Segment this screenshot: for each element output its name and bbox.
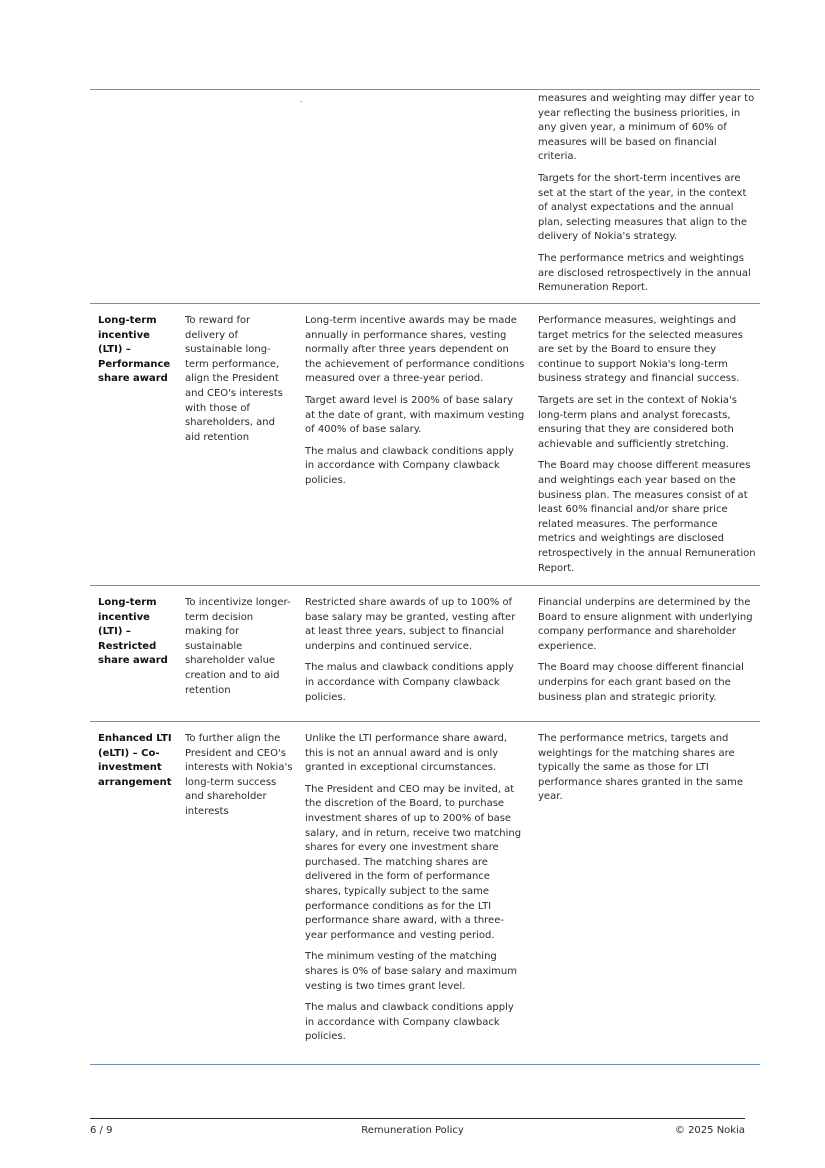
row-purpose: To further align the President and CEO's interests with Nokia's long-term success and shareholder interests [185, 733, 293, 817]
operation-paragraph: Target award level is 200% of base salary at the date of grant, with maximum vesting of 400% of base salary. [305, 394, 525, 436]
row-purpose: To reward for delivery of sustainable long-term performance, align the President and CEO's interests with those of shareholders, and aid retention [185, 315, 283, 443]
performance-paragraph: Financial underpins are determined by the Board to ensure alignment with underlying company performance and shareholder experience. [538, 597, 753, 652]
operation-paragraph: The President and CEO may be invited, at the discretion of the Board, to purchase investment shares of up to 200% of base salary, and in return, receive two matching shares for every one investment share purchased. The matching shares are delivered in the form of performance shares, typically subject to the same performance conditions as for the LTI performance share award, with a three-year performance and vesting period. [305, 783, 522, 941]
operation-paragraph: The minimum vesting of the matching shares is 0% of base salary and maximum vesting is two times grant level. [305, 951, 517, 992]
row-purpose: To incentivize longer-term decision making for sustainable shareholder value creation and to aid retention [185, 597, 291, 696]
row-heading: Long-term incentive (LTI) – Performance share award [98, 315, 171, 385]
performance-paragraph: Targets are set in the context of Nokia's long-term plans and analyst forecasts, ensuring that they are considered both achievable and sufficiently stretching. [538, 394, 737, 450]
page-number: 6 / 9 [90, 1125, 113, 1136]
performance-paragraph: The Board may choose different measures and weightings each year based on the business plan. The measures consist of at least 60% financial and/or share price related measures. The performance metrics and weightings are disclosed retrospectively in the annual Remuneration Report. [538, 460, 756, 574]
table-row-lti-restricted-share [90, 586, 760, 722]
operation-paragraph: Unlike the LTI performance share award, this is not an annual award and is only granted in exceptional circumstances. [305, 733, 508, 774]
table-row-lti-performance-share [90, 304, 760, 586]
operation-paragraph: Restricted share awards of up to 100% of base salary may be granted, vesting after at least three years, subject to financial underpins and continued service. [305, 597, 516, 652]
row-performance [532, 90, 760, 304]
table-row-enhanced-lti [90, 722, 760, 1065]
footer-copyright: © 2025 Nokia [674, 1125, 745, 1136]
footer-title: Remuneration Policy [361, 1125, 464, 1136]
performance-paragraph: Performance measures, weightings and target metrics for the selected measures are set by the Board to ensure they continue to support Nokia's long-term business strategy and financial success. [538, 315, 743, 385]
row-heading: Enhanced LTI (eLTI) – Co-investment arrangement [98, 733, 172, 788]
row-operation [299, 304, 532, 586]
row-heading: Long-term incentive (LTI) – Restricted share award [98, 597, 168, 667]
operation-paragraph: Long-term incentive awards may be made annually in performance shares, vesting normally after three years dependent on the achievement of performance conditions measured over a three-year period. [305, 315, 525, 385]
performance-paragraph: The Board may choose different financial underpins for each grant based on the business plan and strategic priority. [538, 662, 744, 703]
row-operation [299, 722, 532, 1065]
footer-divider [90, 1118, 745, 1119]
table-row-sti-continued [90, 90, 760, 304]
performance-paragraph: The performance metrics, targets and weightings for the matching shares are typically the same as those for LTI performance shares granted in the same year. [538, 733, 743, 803]
row-heading [90, 90, 179, 304]
row-performance [532, 722, 760, 1065]
performance-paragraph: Targets for the short-term incentives are set at the start of the year, in the context of analyst expectations and the annual plan, selecting measures that align to the delivery of Nokia's strategy. [538, 172, 747, 243]
row-operation [299, 90, 532, 304]
row-operation [299, 586, 532, 722]
operation-paragraph: The malus and clawback conditions apply in accordance with Company clawback policies. [305, 662, 514, 703]
operation-paragraph: The malus and clawback conditions apply in accordance with Company clawback policies. [305, 445, 514, 486]
row-performance [532, 586, 760, 722]
performance-paragraph: The performance metrics and weightings are disclosed retrospectively in the annual Remuneration Report. [538, 252, 751, 294]
stray-dot: . [300, 95, 303, 104]
row-purpose [179, 90, 299, 304]
row-performance [532, 304, 760, 586]
performance-paragraph: measures and weighting may differ year to year reflecting the business priorities, in any given year, a minimum of 60% of measures will be based on financial criteria. [538, 93, 755, 163]
operation-paragraph: The malus and clawback conditions apply in accordance with Company clawback policies. [305, 1002, 514, 1043]
remuneration-policy-table [90, 89, 760, 1065]
